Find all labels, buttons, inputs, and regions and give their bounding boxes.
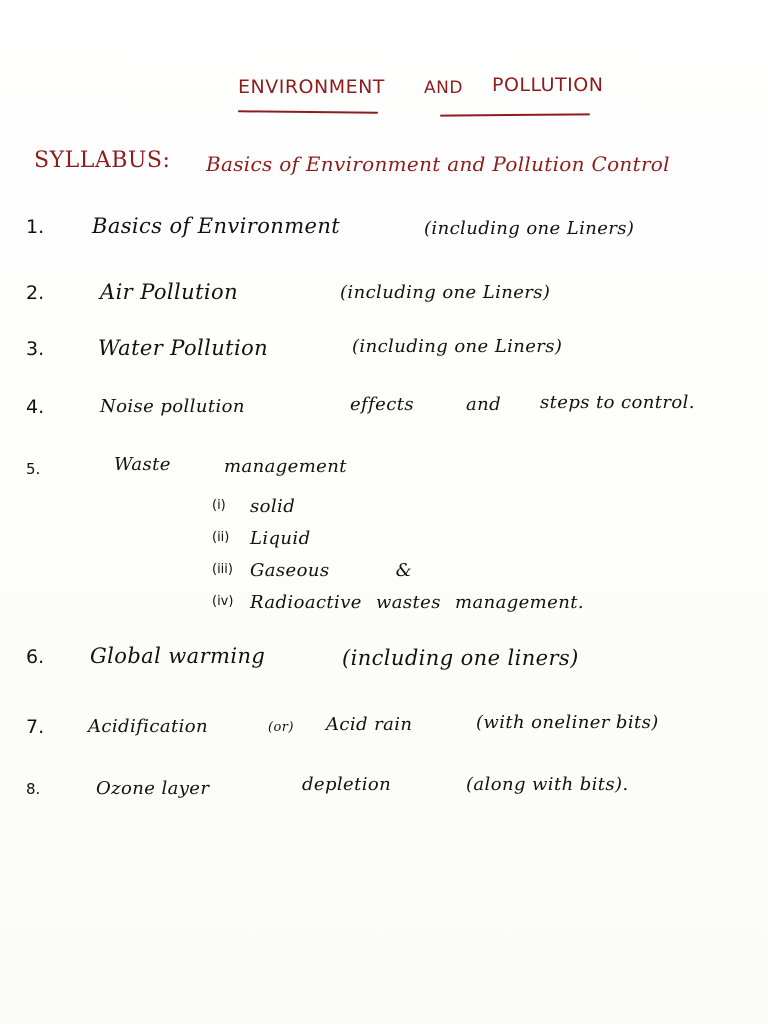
item-topic: Acidification: [88, 716, 208, 737]
title-underline-left: [238, 110, 378, 113]
list-item: [0, 394, 768, 434]
item-number: 3.: [26, 338, 45, 360]
item-topic: Basics of Environment: [92, 214, 341, 238]
syllabus-label: SYLLABUS:: [34, 148, 171, 173]
sub-item-text: solid: [250, 496, 296, 517]
list-item: [0, 280, 768, 320]
item-topic: Air Pollution: [100, 280, 238, 304]
list-item: [0, 644, 768, 684]
item-note: (including one Liners): [352, 336, 563, 357]
sub-item-text: Radioactive wastes management.: [250, 592, 584, 613]
item-note: (along with bits).: [466, 774, 629, 795]
item-topic: Waste: [114, 454, 171, 475]
item-connector: (or): [268, 720, 294, 735]
sub-item-number: (ii): [212, 530, 230, 545]
page-title: [0, 66, 768, 126]
item-number: 5.: [26, 460, 41, 478]
item-note: (including one liners): [342, 646, 579, 670]
item-number: 1.: [26, 216, 45, 238]
list-item: [0, 714, 768, 754]
list-item: [0, 456, 768, 496]
syllabus-text: Basics of Environment and Pollution Control: [206, 152, 670, 176]
item-number: 6.: [26, 646, 45, 668]
item-extra-and: and: [466, 394, 502, 415]
item-extra-effects: effects: [350, 394, 414, 415]
item-number: 8.: [26, 780, 41, 798]
sub-item-number: (i): [212, 498, 226, 513]
item-note: (including one Liners): [424, 218, 635, 239]
title-word-pollution: POLLUTION: [492, 74, 604, 96]
item-number: 4.: [26, 396, 45, 418]
item-number: 7.: [26, 716, 45, 738]
syllabus-heading: [34, 148, 768, 188]
item-topic: Ozone layer: [96, 778, 210, 799]
item-note: (including one Liners): [340, 282, 551, 303]
item-topic-2: depletion: [302, 774, 392, 795]
title-word-and: AND: [424, 78, 463, 98]
title-underline-right: [440, 113, 590, 116]
item-note: (with oneliner bits): [476, 712, 659, 733]
sub-item-number: (iii): [212, 562, 233, 577]
list-item: [0, 336, 768, 376]
item-extra-steps: steps to control.: [540, 392, 695, 413]
sub-item-number: (iv): [212, 594, 234, 609]
item-topic: Water Pollution: [98, 336, 269, 360]
item-topic: Noise pollution: [100, 396, 245, 417]
item-topic-2: Acid rain: [326, 714, 413, 735]
list-item: [0, 774, 768, 814]
list-item: [0, 214, 768, 254]
item-topic-2: management: [224, 456, 347, 477]
title-word-environment: ENVIRONMENT: [238, 76, 385, 98]
sub-item-text: Gaseous &: [250, 560, 413, 581]
item-topic: Global warming: [90, 644, 266, 668]
item-number: 2.: [26, 282, 45, 304]
sub-item-text: Liquid: [250, 528, 311, 549]
